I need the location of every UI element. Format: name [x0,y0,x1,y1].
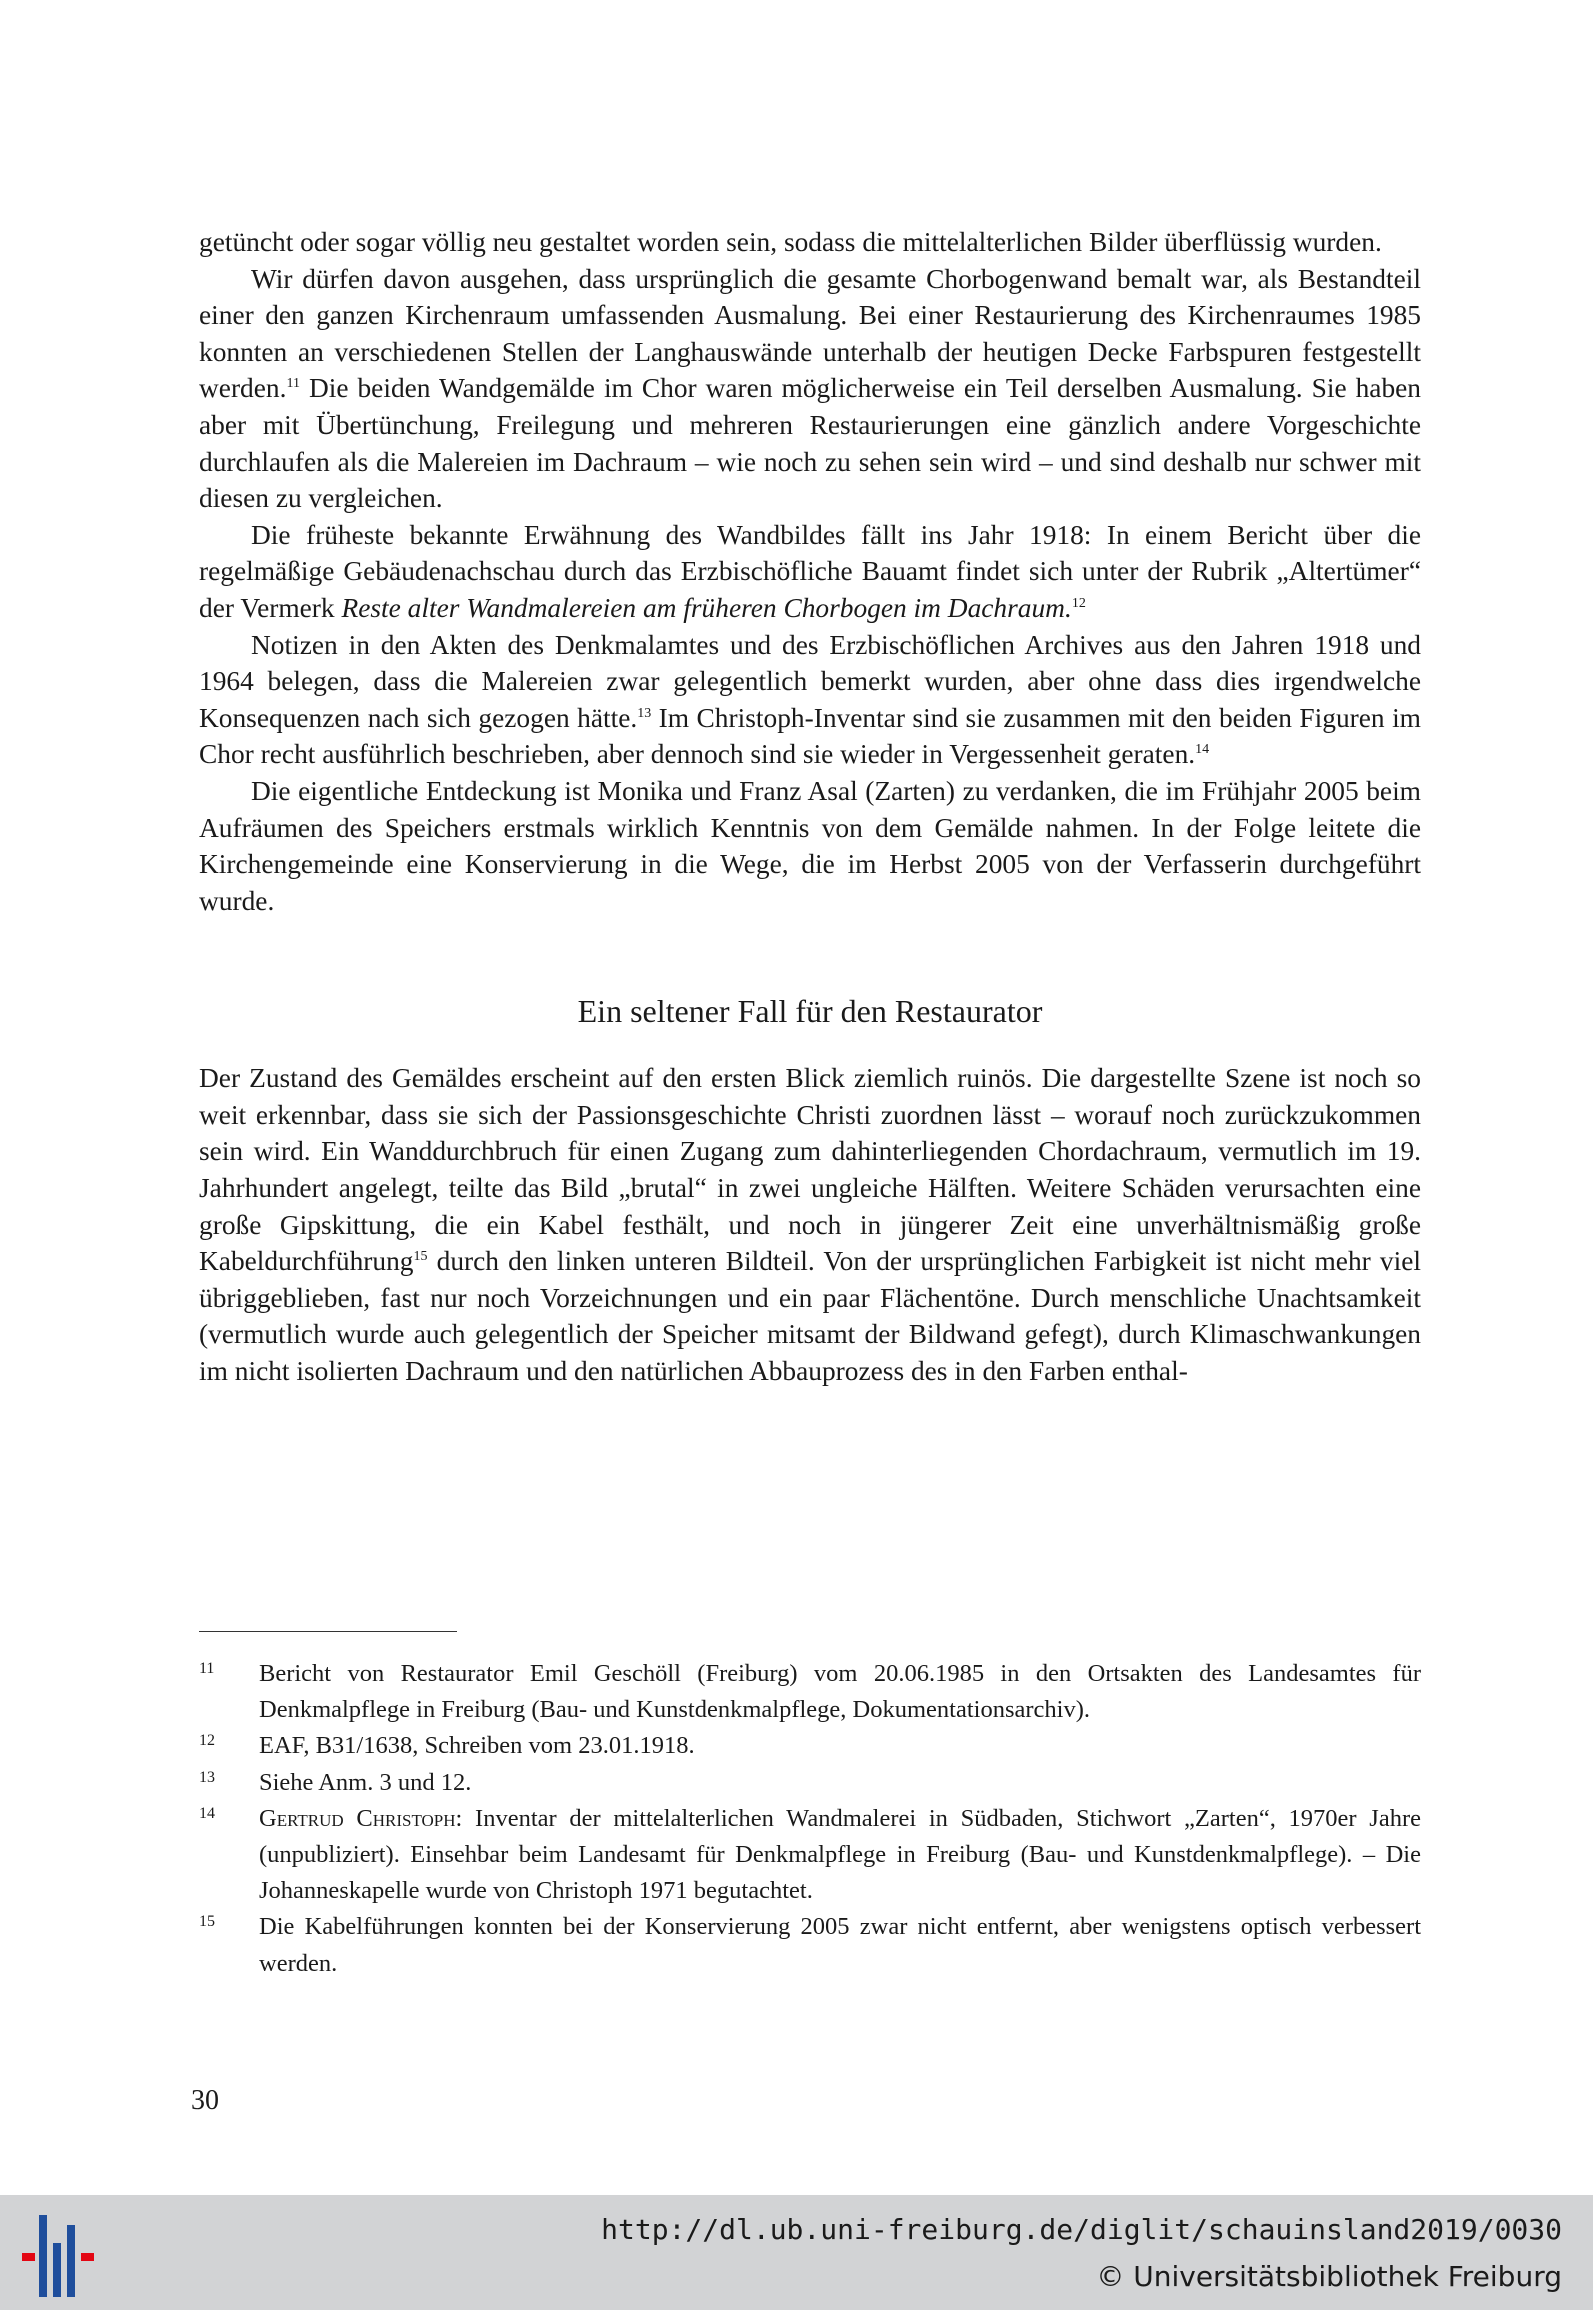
footnote-text: Die Kabelführungen konnten bei der Konservierung 2005 zwar nicht entfernt, aber wenigstens optisch verbessert werden. [259,1913,1421,1977]
footnote-number: 13 [199,1768,215,1786]
paragraph: Notizen in den Akten des Denkmalamtes und des Erzbischöflichen Archives aus den Jahren 1918 und 1964 belegen, dass die Malereien zwar gelegentlich bemerkt wurden, aber ohne dass dies irgendwelche Konsequenzen nach sich gezogen hätte.$^{13}$ Im Christoph-Inventar sind sie zusammen mit den beiden Figuren im Chor recht ausführlich beschrieben, aber dennoch sind sie wieder in Vergessenheit geraten.$^{14}$ [199,629,1421,770]
section-heading: Ein seltener Fall für den Restaurator [577,993,1043,1030]
quoted-note: Reste alter Wandmalereien am früheren Chorbogen im Dachraum. [341,592,1072,623]
footnote-ref[interactable]: 12 [1071,595,1086,611]
footnote [199,1765,1421,1801]
paragraph: Die eigentliche Entdeckung ist Monika und Franz Asal (Zarten) zu verdanken, die im Frühjahr 2005 beim Aufräumen des Speichers erstmals wirklich Kenntnis von dem Gemälde nahmen. In der Folge leitete die Kirchengemeinde eine Konservierung in die Wege, die im Herbst 2005 von der Verfasserin durchgeführt wurde. [199,775,1421,916]
footnote [199,1909,1421,1981]
footnote-number: 11 [199,1660,215,1677]
footnote-number: 14 [199,1804,215,1822]
footnote-divider [199,1631,457,1632]
article-body [199,224,1421,1390]
paragraph: Wir dürfen davon ausgehen, dass ursprünglich die gesamte Chorbogenwand bemalt war, als Bestandteil einer den ganzen Kirchenraum umfassenden Ausmalung. Bei einer Restaurierung des Kirchenraumes 1985 konnten an verschiedenen Stellen der Langhauswände unterhalb der heutigen Decke Farbspuren festgestellt werden.$^{11}$ Die beiden Wandgemälde im Chor waren möglicherweise ein Teil derselben Ausmalung. Sie haben aber mit Übertünchung, Freilegung und mehreren Restaurierungen eine gänzlich andere Vorgeschichte durchlaufen als die Malereien im Dachraum – wie noch zu sehen sein wird – und sind deshalb nur schwer mit diesen zu vergleichen. [199,263,1421,514]
footnote-ref[interactable]: 11 [286,376,300,392]
paragraph: Der Zustand des Gemäldes erscheint auf den ersten Blick ziemlich ruinös. Die dargestellte Szene ist noch so weit erkennbar, dass sie sich der Passionsgeschichte Christi zuordnen lässt – worauf noch zurückzukommen sein wird. Ein Wanddurchbruch für einen Zugang zum dahinterliegenden Chordachraum, vermutlich im 19. Jahrhundert angelegt, teilte das Bild „brutal“ in zwei ungleiche Hälften. Weitere Schäden verursachten eine große Gipskittung, die ein Kabel festhält, und noch in jüngerer Zeit eine unverhältnismäßig große Kabeldurchführung$^{15}$ durch den linken unteren Bildteil. Von der ursprünglichen Farbigkeit ist nicht mehr viel übriggeblieben, fast nur noch Vorzeichnungen und ein paar Flächentöne. Durch menschliche Unachtsamkeit (vermutlich wurde auch gelegentlich der Speicher mitsamt der Bildwand gefegt), durch Klimaschwankungen im nicht isolierten Dachraum und den natürlichen Abbauprozess des in den Farben enthal- [199,1063,1421,1387]
footnote-ref[interactable]: 13 [637,705,652,721]
footnote-ref[interactable]: 15 [413,1249,428,1265]
footnote [199,1728,1421,1764]
copyright-notice: © Universitätsbibliothek Freiburg [1096,2260,1562,2293]
footnote-text: Gertrud Christoph: Inventar der mittelalterlichen Wandmalerei in Südbaden, Stichwort „Zarten“, 1970er Jahre (unpubliziert). Einsehbar beim Landesamt für Denkmalpflege in Freiburg (Bau- und Kunstdenkmalpflege). – Die Johanneskapelle wurde von Christoph 1971 begutachtet. [259,1804,1421,1905]
footnote-number: 15 [199,1913,215,1931]
page-number: 30 [191,2085,219,2116]
ub-freiburg-logo-icon[interactable] [20,2215,102,2297]
footnote-text: Siehe Anm. 3 und 12. [259,1768,472,1796]
footnote-ref[interactable]: 14 [1195,742,1210,758]
footnote-text: EAF, B31/1638, Schreiben vom 23.01.1918. [259,1732,695,1760]
paragraph: Die früheste bekannte Erwähnung des Wandbildes fällt ins Jahr 1918: In einem Bericht über die regelmäßige Gebäudenachschau durch das Erzbischöfliche Bauamt findet sich unter der Rubrik „Altertümer“ der Vermerk Reste alter Wandmalereien am früheren Chorbogen im Dachraum.$^{12}$ [199,519,1421,623]
footnote-text: Bericht von Restaurator Emil Geschöll (Freiburg) vom 20.06.1985 in den Ortsakten des Landesamtes für Denkmalpflege in Freiburg (Bau- und Kunstdenkmalpflege, Dokumentationsarchiv). [259,1660,1421,1724]
footnote-number: 12 [199,1732,215,1750]
footer-bar [0,2195,1593,2310]
footnotes [199,1656,1421,1982]
paragraph: getüncht oder sogar völlig neu gestaltet worden sein, sodass die mittelalterlichen Bilder überflüssig wurden. [199,227,1382,257]
source-url-link[interactable]: http://dl.ub.uni-freiburg.de/diglit/schauinsland2019/0030 [601,2213,1562,2246]
footnote-author: Gertrud Christoph [259,1804,456,1832]
footnote [199,1656,1421,1728]
footnote [199,1801,1421,1910]
